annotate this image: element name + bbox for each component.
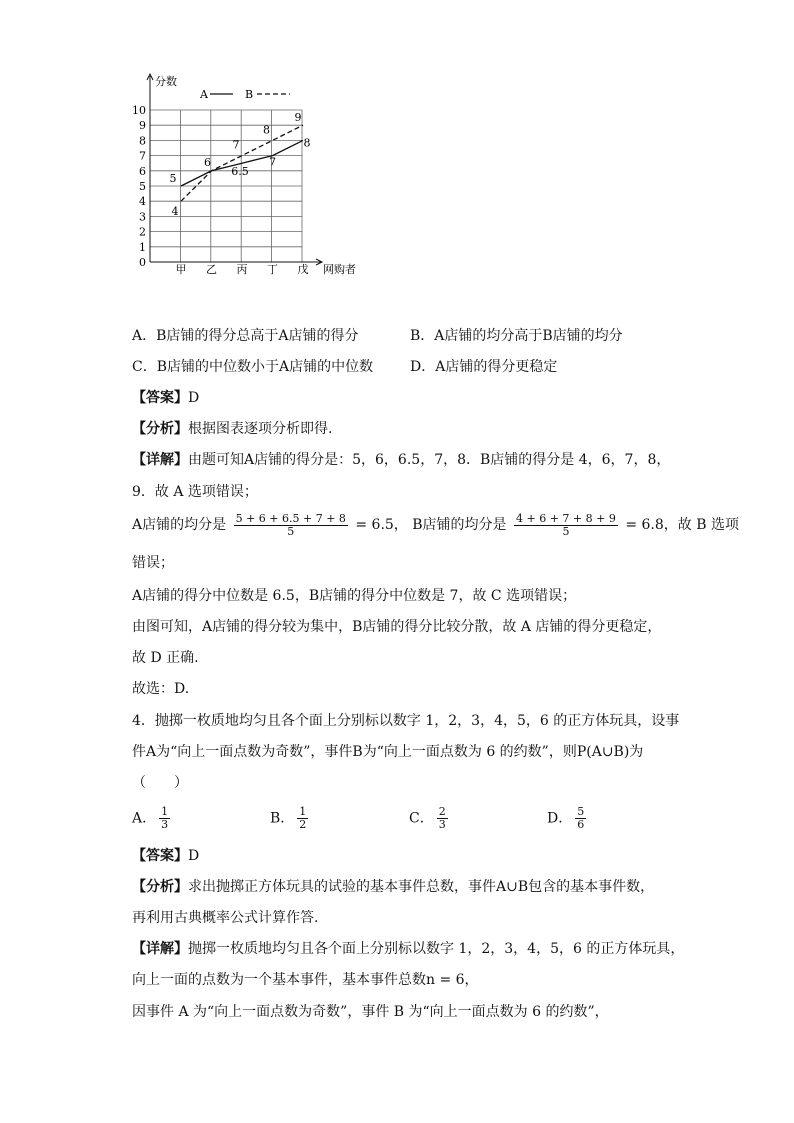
y-tick-label: 6 — [139, 164, 146, 178]
y-tick-label: 9 — [139, 119, 146, 133]
y-tick-label: 5 — [139, 180, 146, 193]
y-tick-label: 0 — [139, 256, 146, 269]
legend-a-label: A — [200, 88, 208, 101]
option-label: A． — [132, 810, 157, 827]
y-tick-label: 4 — [139, 195, 146, 209]
data-label-a: 7 — [269, 155, 276, 169]
detail-tag: 【详解】 — [132, 941, 188, 957]
q4-analysis-line-2: 再利用古典概率公式计算作答. — [132, 910, 319, 926]
x-tick-label: 乙 — [206, 263, 217, 276]
analysis-tag: 【分析】 — [132, 879, 188, 895]
q3-mean-line — [132, 512, 739, 538]
option-label: B． — [270, 810, 295, 827]
q4-answer — [132, 846, 199, 866]
data-label-a: 6.5 — [231, 165, 249, 179]
y-tick-label: 7 — [139, 149, 146, 163]
answer-tag: 【答案】 — [132, 848, 188, 864]
q3-analysis — [132, 419, 332, 439]
q4-stem-line-3: （ ） — [132, 775, 188, 791]
mean-a-denominator: 5 — [287, 524, 295, 538]
x-tick-label: 丙 — [236, 263, 248, 276]
analysis-tag: 【分析】 — [132, 421, 188, 437]
numerator: 1 — [161, 805, 169, 818]
q3-answer — [132, 388, 199, 408]
q4-detail-line-2: 向上一面的点数为一个基本事件，基本事件总数n = 6， — [132, 972, 479, 988]
q4-detail-line-3: 因事件 A 为“向上一面点数为奇数”，事件 B 为“向上一面点数为 6 的约数”， — [132, 1004, 609, 1020]
detail-text: 由题可知A店铺的得分是：5，6，6.5，7，8．B店铺的得分是 4，6，7，8， — [188, 452, 671, 468]
q3-option-a: A．B店铺的得分总高于A店铺的得分 — [132, 328, 359, 344]
legend-b-label: B — [245, 88, 254, 101]
data-label-b: 7 — [232, 138, 240, 152]
analysis-text: 根据图表逐项分析即得. — [188, 421, 333, 437]
q3-detail-line-5: 由图可知，A店铺的得分较为集中，B店铺的得分比较分散，故 A 店铺的得分更稳定， — [132, 619, 662, 635]
option-label: D． — [547, 810, 573, 827]
y-tick-label: 1 — [139, 240, 146, 254]
q3-detail-line-1 — [132, 450, 670, 470]
q3-option-c: C．B店铺的中位数小于A店铺的中位数 — [132, 359, 374, 375]
chart-grid — [150, 110, 302, 262]
data-label-b: 9 — [294, 111, 302, 125]
numerator: 2 — [438, 805, 446, 818]
option-fraction — [575, 806, 586, 831]
denominator: 3 — [161, 818, 169, 831]
chart-legend — [199, 88, 290, 101]
q3-option-b: B．A店铺的均分高于B店铺的均分 — [410, 328, 623, 344]
x-tick-label: 丁 — [267, 263, 278, 276]
q4-analysis-line-1 — [132, 877, 654, 897]
mean-a-prefix: A店铺的均分是 — [132, 517, 227, 533]
mean-b-prefix: B店铺的均分是 — [412, 517, 507, 533]
y-tick-labels — [132, 104, 146, 269]
x-tick-label: 甲 — [175, 263, 187, 276]
analysis-text: 求出抛掷正方体玩具的试验的基本事件总数，事件A∪B包含的基本事件数， — [188, 879, 655, 895]
mean-b-denominator: 5 — [562, 524, 570, 538]
q4-stem-line-1: 4．抛掷一枚质地均匀且各个面上分别标以数字 1，2，3，4，5，6 的正方体玩具，设事 — [132, 713, 680, 729]
x-axis-label: 网购者 — [323, 263, 356, 276]
answer-value: D — [188, 390, 200, 406]
data-label-a: 6 — [204, 155, 211, 169]
q3-detail-line-3: 错误； — [132, 555, 174, 571]
q3-detail-line-2: 9．故 A 选项错误； — [132, 484, 258, 500]
y-tick-label: 10 — [132, 104, 146, 117]
y-axis-label: 分数 — [155, 75, 177, 88]
x-tick-labels — [176, 262, 309, 276]
option-fraction — [437, 806, 448, 831]
series-line-a — [181, 140, 303, 186]
option-label: C． — [409, 810, 434, 827]
denominator: 3 — [438, 818, 446, 831]
mean-a-fraction — [234, 513, 348, 538]
x-tick-label: 戊 — [297, 263, 309, 276]
mean-a-numerator: 5 + 6 + 6.5 + 7 + 8 — [235, 511, 346, 525]
data-labels — [170, 111, 311, 218]
q3-detail-line-6: 故 D 正确. — [132, 650, 199, 666]
mean-b-numerator: 4 + 6 + 7 + 8 + 9 — [516, 511, 616, 525]
q3-choose: 故选：D. — [132, 681, 190, 697]
detail-text: 抛掷一枚质地均匀且各个面上分别标以数字 1，2，3，4，5，6 的正方体玩具， — [188, 941, 685, 957]
numerator: 5 — [577, 805, 585, 818]
mean-b-result: = 6.8，故 B 选项 — [625, 517, 739, 533]
chart-series — [181, 125, 303, 201]
denominator: 2 — [299, 818, 307, 831]
answer-tag: 【答案】 — [132, 390, 188, 406]
mean-b-fraction — [514, 513, 618, 538]
q4-option-c — [409, 806, 451, 831]
option-fraction — [159, 806, 170, 831]
q4-option-a — [132, 806, 173, 831]
data-label-a: 8 — [303, 136, 311, 150]
data-label-a: 5 — [169, 172, 177, 185]
q4-option-b — [270, 806, 311, 831]
answer-value: D — [188, 848, 200, 864]
q4-detail-line-1 — [132, 939, 684, 959]
data-label-b: 8 — [263, 123, 270, 137]
y-tick-label: 2 — [139, 225, 146, 239]
numerator: 1 — [299, 805, 307, 818]
option-fraction — [297, 806, 308, 831]
q4-stem-line-2: 件A为“向上一面点数为奇数”，事件B为“向上一面点数为 6 的约数”，则P(A∪B)为 — [132, 744, 644, 760]
y-tick-label: 8 — [139, 134, 146, 148]
score-line-chart — [0, 0, 794, 300]
denominator: 6 — [577, 818, 585, 831]
mean-a-result: = 6.5， — [355, 517, 408, 533]
q4-option-d — [547, 806, 589, 831]
q3-detail-line-4: A店铺的得分中位数是 6.5，B店铺的得分中位数是 7，故 C 选项错误； — [132, 588, 577, 604]
y-tick-label: 3 — [139, 210, 146, 224]
detail-tag: 【详解】 — [132, 452, 188, 468]
data-label-b: 4 — [171, 205, 179, 219]
q3-option-d: D．A店铺的得分更稳定 — [410, 359, 558, 375]
